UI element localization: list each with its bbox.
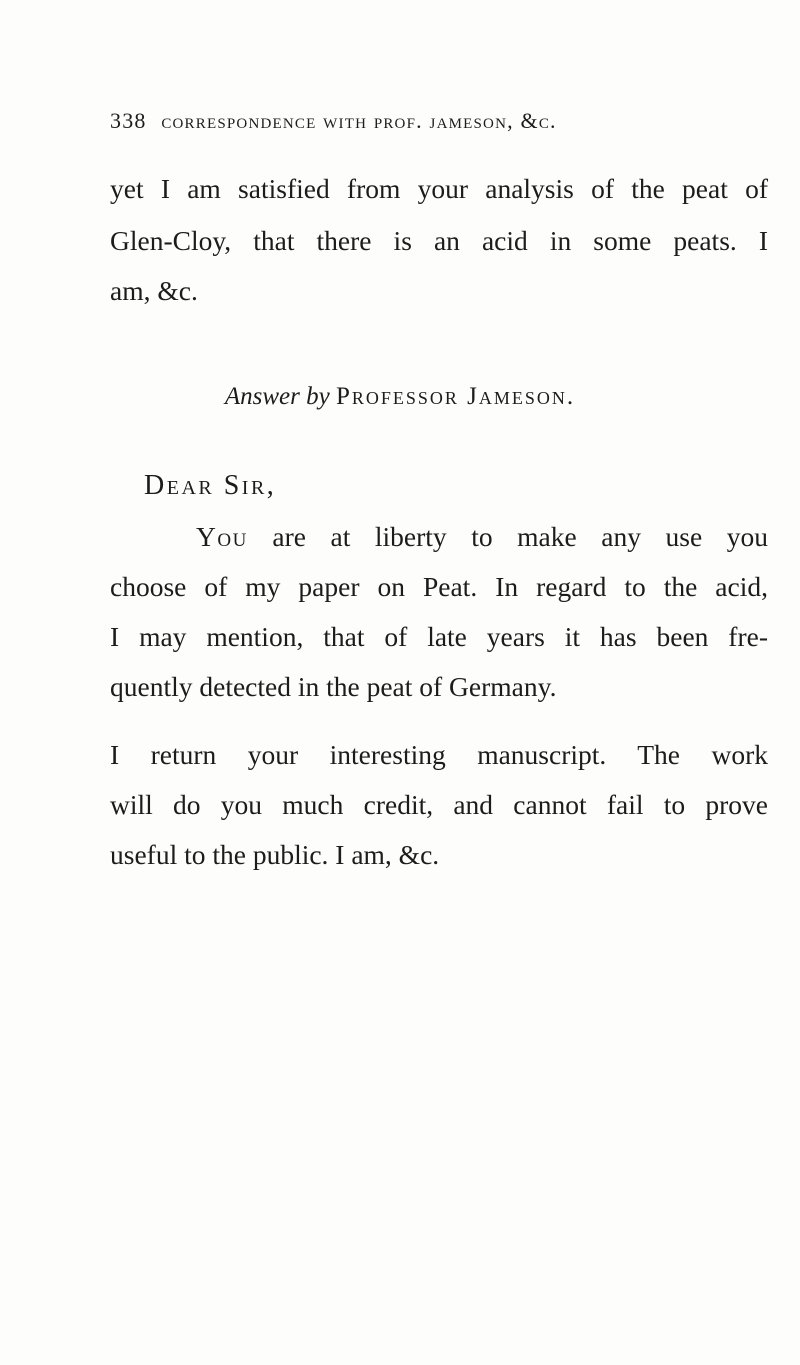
text-line: I may mention, that of late years it has been fre- — [110, 621, 768, 652]
answer-heading-name: Professor Jameson. — [335, 383, 576, 410]
page-number: 338 — [110, 108, 147, 133]
salutation: Dear Sir, — [144, 470, 277, 501]
first-word: You — [196, 521, 248, 552]
text-line — [196, 520, 768, 554]
answer-heading — [0, 383, 800, 411]
answer-heading-italic: Answer by — [224, 383, 330, 410]
text-line: quently detected in the peat of Germany. — [110, 671, 557, 702]
text-line: am, &c. — [110, 275, 198, 306]
text-line: choose of my paper on Peat. In regard to the acid, — [110, 571, 768, 602]
text-line-rest: are at liberty to make any use you — [247, 521, 768, 552]
text-line: will do you much credit, and cannot fail to prove — [110, 789, 768, 820]
text-line: useful to the public. I am, &c. — [110, 839, 440, 870]
running-title: correspondence with prof. jameson, &c. — [161, 108, 557, 133]
text-line: yet I am satisfied from your analysis of the peat of — [110, 173, 768, 204]
text-line: I return your interesting manuscript. The work — [110, 739, 768, 770]
running-head — [110, 108, 770, 134]
text-line: Glen-Cloy, that there is an acid in some peats. I — [110, 225, 768, 256]
